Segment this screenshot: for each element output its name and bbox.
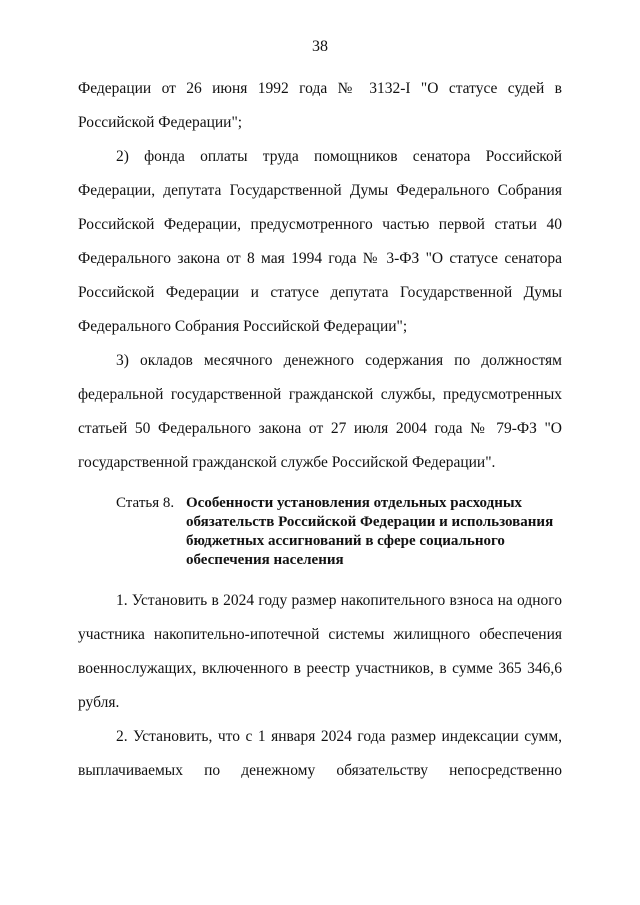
article-heading [78,494,562,570]
article-paragraph-1: 1. Установить в 2024 году размер накопительного взноса на одного участника накопительно-ипотечной системы жилищного обеспечения военнослужащих, включенного в реестр участников, в сумме 365 346,6 рубля. [78,592,562,711]
paragraph-item-3: 3) окладов месячного денежного содержания по должностям федеральной государственной гражданской службы, предусмотренных статьей 50 Федерального закона от 27 июля 2004 года № 79-ФЗ "О государственной гражданской службе Российской Федерации". [78,352,562,471]
article-paragraph-2: 2. Установить, что с 1 января 2024 года размер индексации сумм, выплачиваемых по денежному обязательству непосредственно [78,728,562,779]
article-title: Особенности установления отдельных расходных обязательств Российской Федерации и использования бюджетных ассигнований в сфере социального обеспечения населения [186,495,554,568]
page-number: 38 [312,38,328,55]
article-label: Статья 8. [116,495,175,511]
paragraph-continuation: Федерации от 26 июня 1992 года № 3132-I "О статусе судей в Российской Федерации"; [78,80,562,131]
document-body [78,72,562,788]
paragraph-item-2: 2) фонда оплаты труда помощников сенатора Российской Федерации, депутата Государственной Думы Федерального Собрания Российской Федерации, предусмотренного частью первой статьи 40 Федерального закона от 8 мая 1994 года № 3-ФЗ "О статусе сенатора Российской Федерации и статусе депутата Государственной Думы Федерального Собрания Российской Федерации"; [78,148,562,335]
